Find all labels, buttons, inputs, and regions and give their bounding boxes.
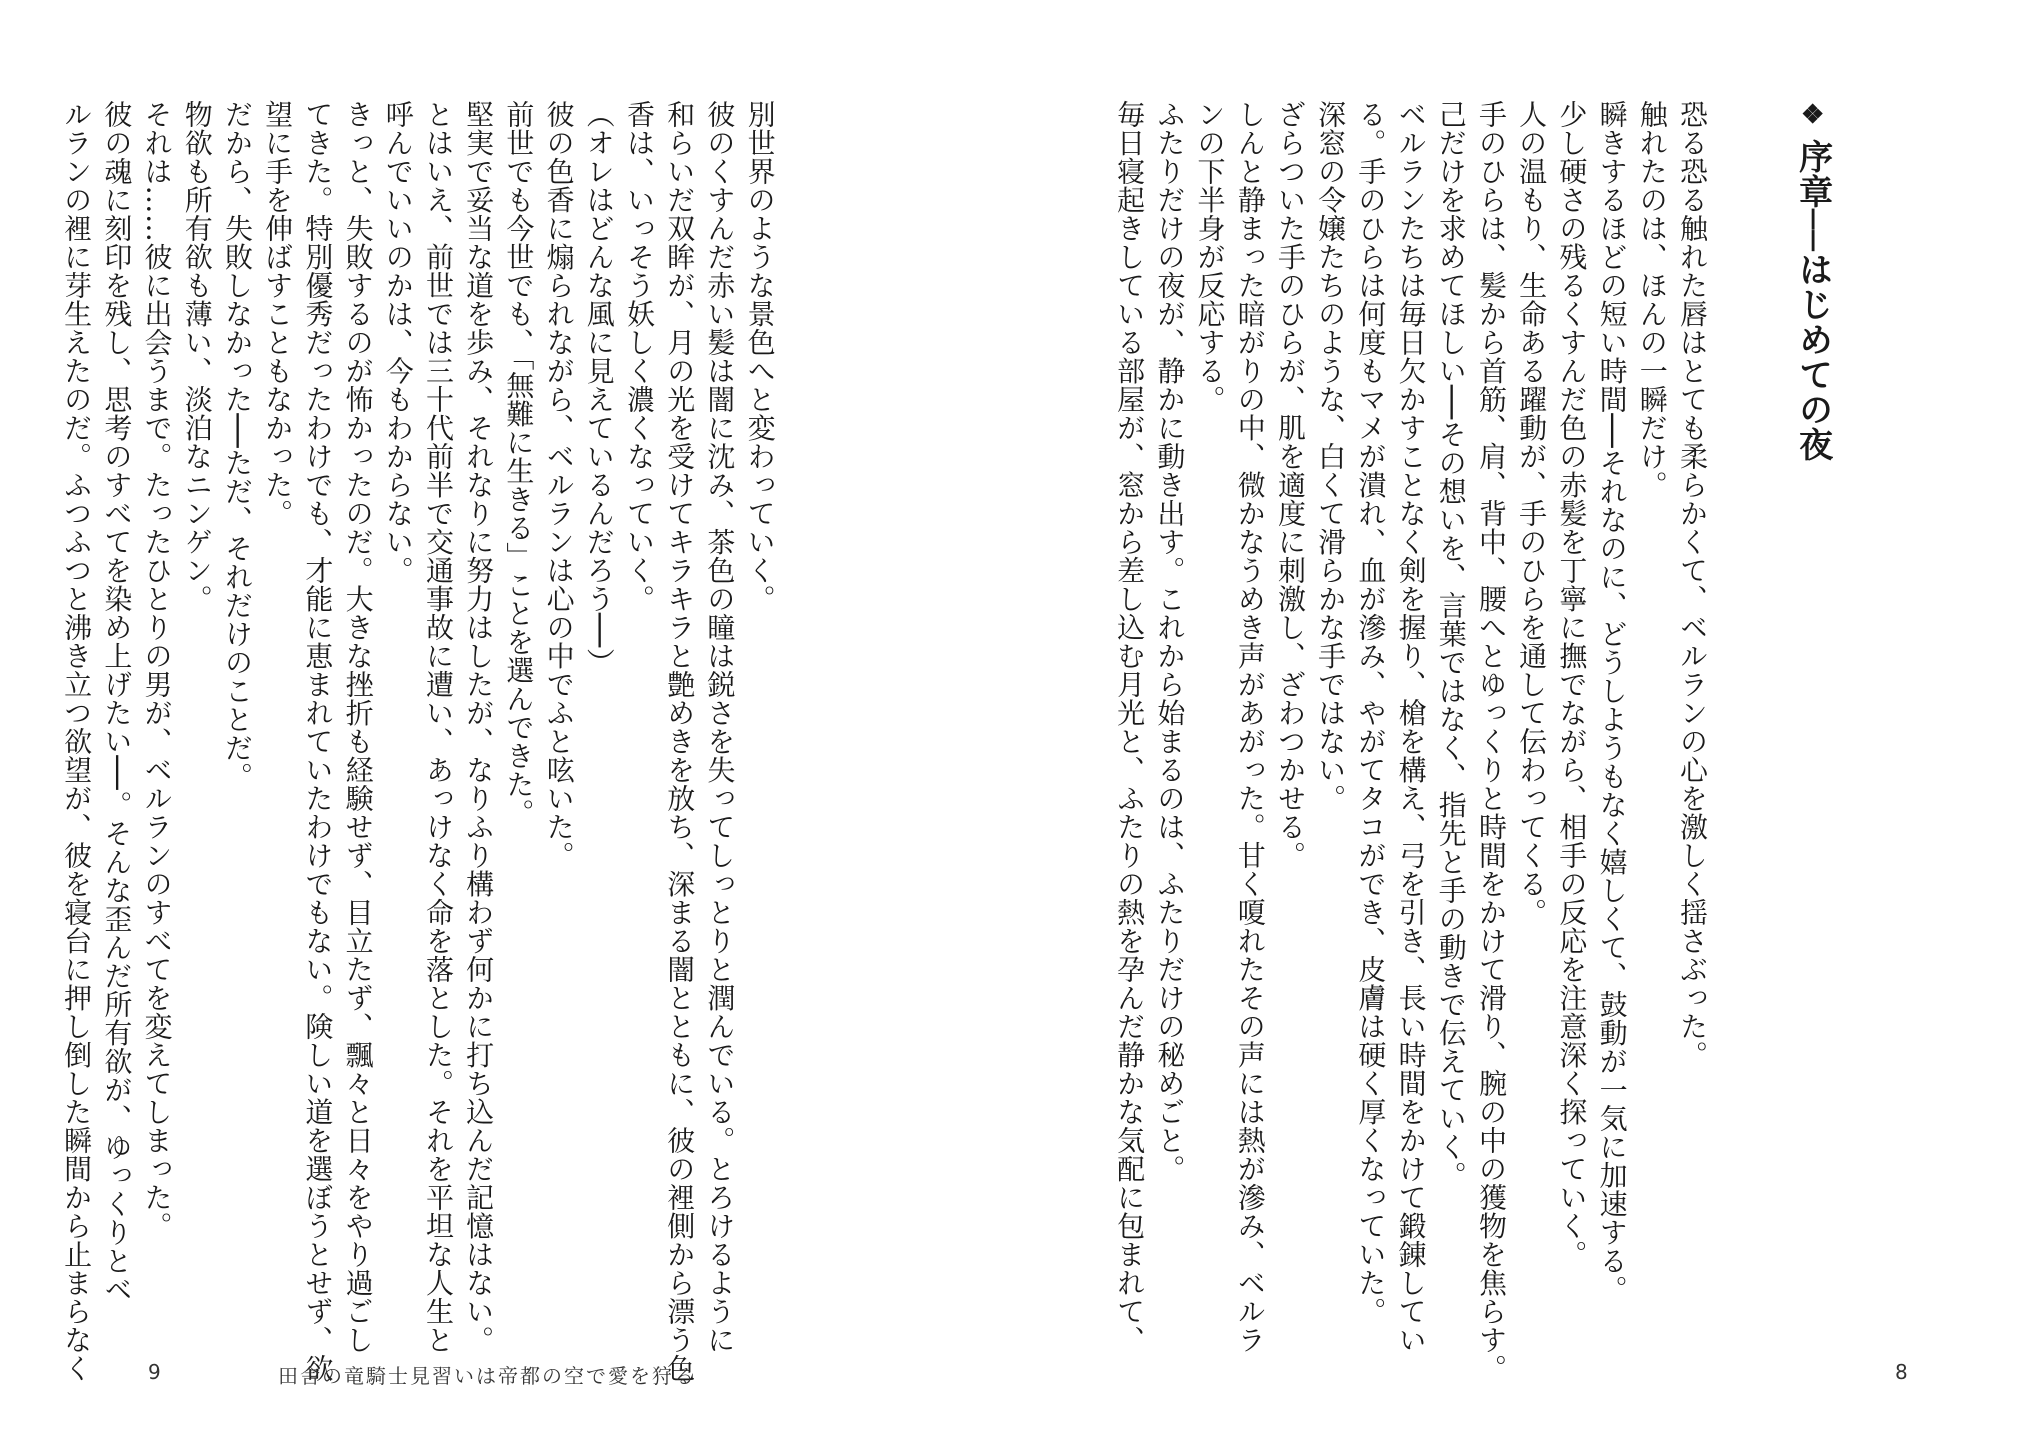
text-line: 彼の色香に煽られながら、ベルランは心の中でふと呟いた。 <box>542 100 576 870</box>
text-line: ベルランたちは毎日欠かすことなく剣を握り、槍を構え、弓を引き、長い時間をかけて鍛錬してい <box>1394 100 1428 1354</box>
right-page <box>1008 0 2017 1437</box>
page-number-right: 8 <box>1895 1360 1909 1384</box>
page-number-left: 9 <box>148 1360 162 1384</box>
text-line: る。手のひらは何度もマメが潰れ、血が滲み、やがてタコができ、皮膚は硬く厚くなっていた。 <box>1354 100 1388 1326</box>
text-line: きっと、失敗するのが怖かったのだ。大きな挫折も経験せず、目立たず、飄々と日々をやり過ごし <box>341 100 375 1354</box>
text-line: 人の温もり、生命ある躍動が、手のひらを通して伝わってくる。 <box>1515 100 1549 927</box>
text-line: ルランの裡に芽生えたのだ。ふつふつと沸き立つ欲望が、彼を寝台に押し倒した瞬間から止まらなく <box>60 100 94 1383</box>
right-page-body <box>1113 100 1913 1383</box>
text-line: 毎日寝起きしている部屋が、窓から差し込む月光と、ふたりの熱を孕んだ静かな気配に包まれて、 <box>1113 100 1147 1354</box>
text-line: しんと静まった暗がりの中、微かなうめき声があがった。甘く嗄れたその声には熱が滲み、ベルラ <box>1233 100 1267 1354</box>
chapter-title: 序章──はじめての夜 <box>1792 139 1833 462</box>
text-line: 望に手を伸ばすこともなかった。 <box>261 100 295 528</box>
text-line: とはいえ、前世では三十代前半で交通事故に遭い、あっけなく命を落とした。それを平坦な人生と <box>421 100 455 1354</box>
text-line: 堅実で妥当な道を歩み、それなりに努力はしたが、なりふり構わず何かに打ち込んだ記憶はない。 <box>462 100 496 1354</box>
text-line: ふたりだけの夜が、静かに動き出す。これから始まるのは、ふたりだけの秘めごと。 <box>1153 100 1187 1183</box>
chapter-heading <box>1792 100 1832 1340</box>
text-line: 恐る恐る触れた唇はとても柔らかくて、ベルランの心を激しく揺さぶった。 <box>1675 100 1709 1069</box>
text-line: 前世でも今世でも、「無難に生きる」ことを選んできた。 <box>502 100 536 827</box>
text-line: 呼んでいいのかは、今もわからない。 <box>381 100 415 585</box>
text-line: 触れたのは、ほんの一瞬だけ。 <box>1635 100 1669 499</box>
text-line: 別世界のような景色へと変わっていく。 <box>743 100 777 613</box>
running-title: 田舎の竜騎士見習いは帝都の空で愛を狩る <box>278 1364 696 1388</box>
text-line: てきた。特別優秀だったわけでも、才能に恵まれていたわけでもない。険しい道を選ぼうとせず、欲 <box>301 100 335 1383</box>
text-line: 彼のくすんだ赤い髪は闇に沈み、茶色の瞳は鋭さを失ってしっとりと潤んでいる。とろけるように <box>703 100 737 1354</box>
text-line: だから、失敗しなかった──ただ、それだけのことだ。 <box>220 100 254 791</box>
text-line: ざらついた手のひらが、肌を適度に刺激し、ざわつかせる。 <box>1273 100 1307 870</box>
text-line: 深窓の令嬢たちのような、白くて滑らかな手ではない。 <box>1314 100 1348 813</box>
text-line: 和らいだ双眸が、月の光を受けてキラキラと艶めきを放ち、深まる闇とともに、彼の裡側から漂う色 <box>663 100 697 1383</box>
text-line: 彼の魂に刻印を残し、思考のすべてを染め上げたい──。そんな歪んだ所有欲が、ゆっくりとベ <box>100 100 134 1304</box>
text-line: 己だけを求めてほしい──その想いを、言葉ではなく、指先と手の動きで伝えていく。 <box>1434 100 1468 1190</box>
text-line: 物欲も所有欲も薄い、淡泊なニンゲン。 <box>180 100 214 613</box>
text-line: 香は、いっそう妖しく濃くなっていく。 <box>622 100 656 613</box>
left-page <box>0 0 1008 1437</box>
text-line: 少し硬さの残るくすんだ色の赤髪を丁寧に撫でながら、相手の反応を注意深く探っていく。 <box>1555 100 1589 1269</box>
text-line: 手のひらは、髪から首筋、肩、背中、腰へとゆっくりと時間をかけて滑り、腕の中の獲物を焦らす。 <box>1474 100 1508 1383</box>
text-line: ンの下半身が反応する。 <box>1193 100 1227 414</box>
text-line: それは……彼に出会うまで。たったひとりの男が、ベルランのすべてを変えてしまった。 <box>140 100 174 1240</box>
text-line: （オレはどんな風に見えているんだろう──） <box>582 100 616 677</box>
text-line: 瞬きするほどの短い時間──それなのに、どうしようもなく嬉しくて、鼓動が一気に加速する。 <box>1595 100 1629 1304</box>
chapter-mark-icon: ❖ <box>1797 100 1828 131</box>
